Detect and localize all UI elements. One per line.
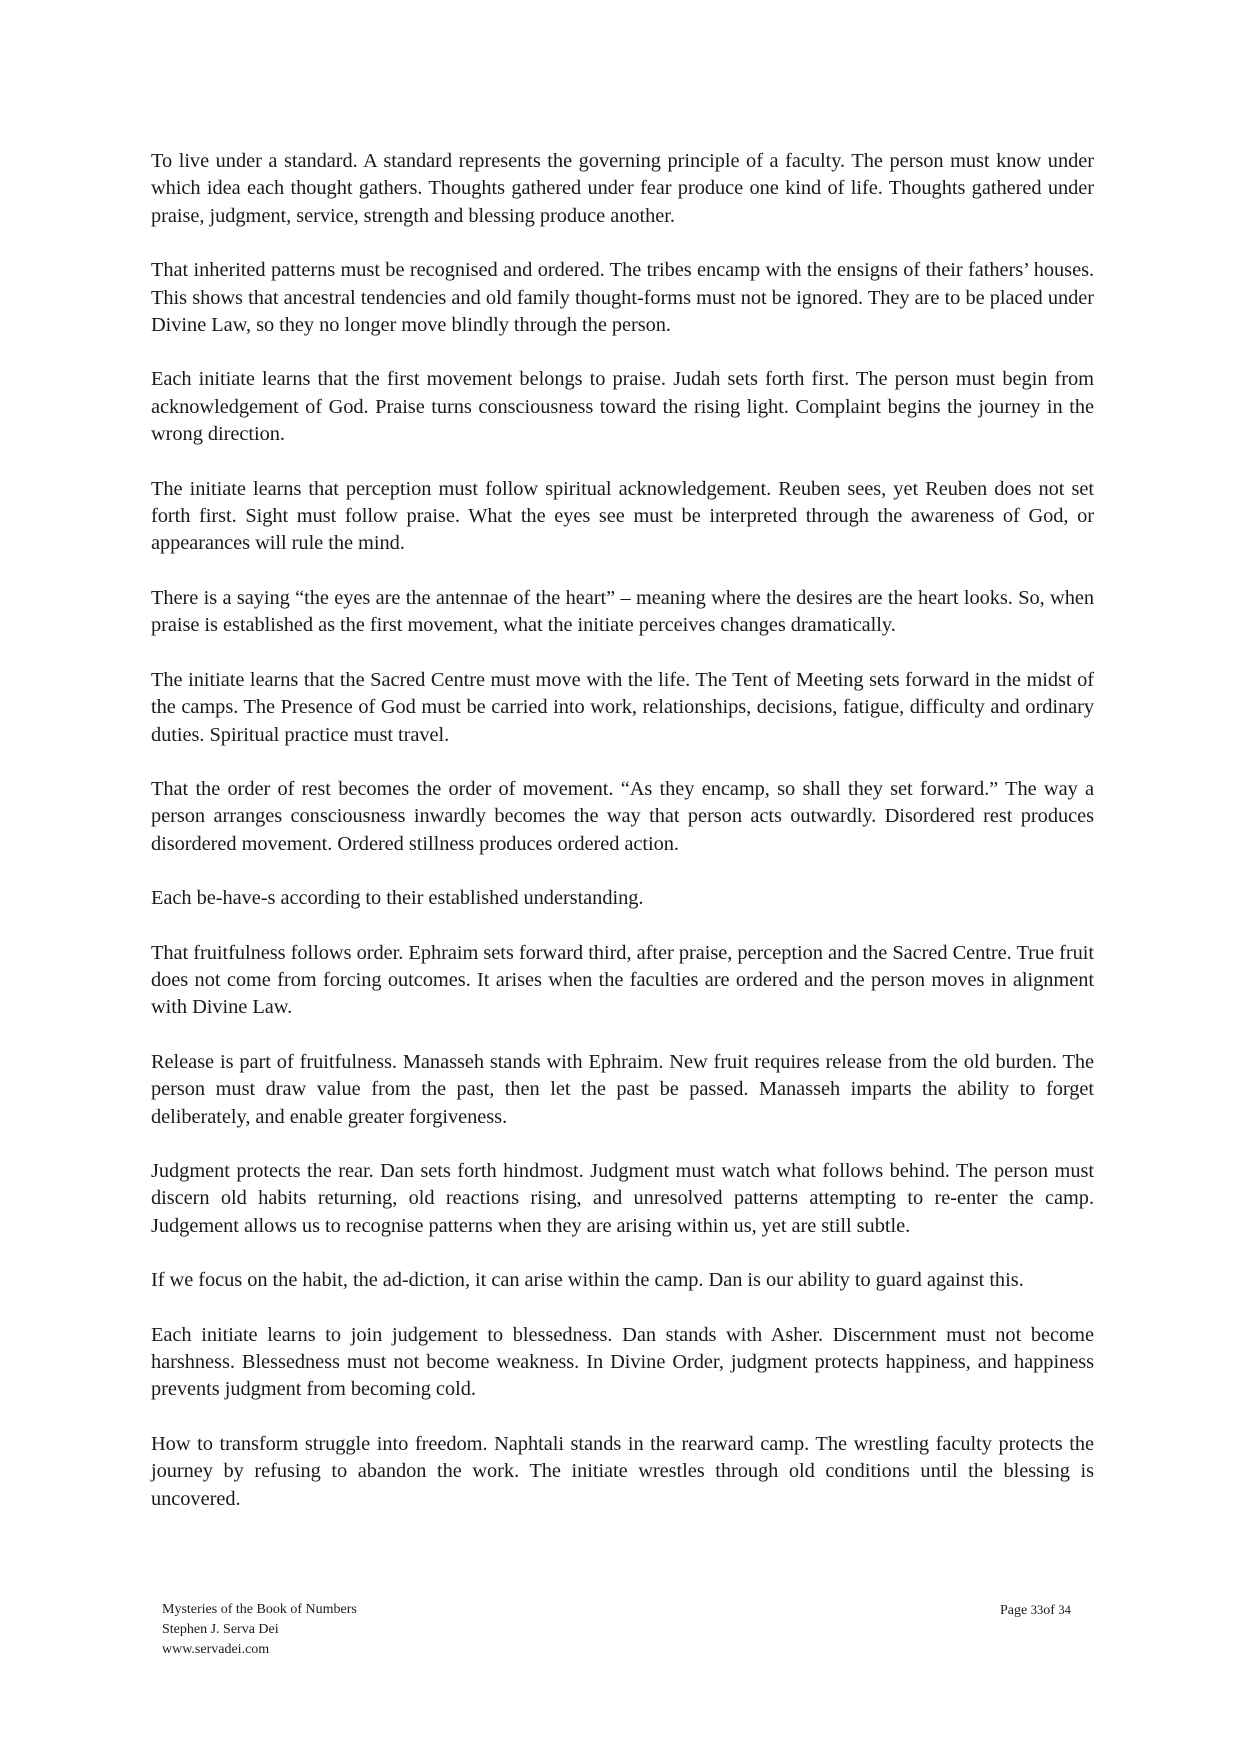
footer-info [162, 1600, 357, 1660]
page-of: of [1043, 1603, 1055, 1618]
paragraph: How to transform struggle into freedom. Naphtali stands in the rearward camp. The wrestling faculty protects the journey by refusing to abandon the work. The initiate wrestles through old conditions until the blessing is uncovered. [151, 1432, 1094, 1510]
page-current: 33 [1030, 1603, 1044, 1617]
paragraph: Each initiate learns that the first movement belongs to praise. Judah sets forth first. The person must begin from acknowledgement of God. Praise turns consciousness toward the rising light. Complaint begins the journey in the wrong direction. [151, 368, 1094, 446]
paragraph: The initiate learns that the Sacred Centre must move with the life. The Tent of Meeting sets forward in the midst of the camps. The Presence of God must be carried into work, relationships, decisions, fatigue, difficulty and ordinary duties. Spiritual practice must travel. [151, 668, 1094, 746]
page-number [1000, 1600, 1071, 1621]
paragraph: Each be-have-s according to their established understanding. [151, 887, 644, 910]
paragraph: The initiate learns that perception must follow spiritual acknowledgement. Reuben sees, yet Reuben does not set forth first. Sight must follow praise. What the eyes see must be interpreted through the awareness of God, or appearances will rule the mind. [151, 477, 1094, 555]
footer-author: Stephen J. Serva Dei [162, 1622, 279, 1637]
body-text [151, 148, 1094, 1540]
paragraph: Judgment protects the rear. Dan sets forth hindmost. Judgment must watch what follows behind. The person must discern old habits returning, old reactions rising, and unresolved patterns attempting to re-enter the camp. Judgement allows us to recognise patterns when they are arising within us, yet are still subtle. [151, 1159, 1094, 1237]
paragraph: If we focus on the habit, the ad-diction, it can arise within the camp. Dan is our ability to guard against this. [151, 1269, 1024, 1292]
page-prefix: Page [1000, 1603, 1028, 1618]
paragraph: To live under a standard. A standard represents the governing principle of a faculty. The person must know under which idea each thought gathers. Thoughts gathered under fear produce one kind of life. Thoughts gathered under praise, judgment, service, strength and blessing produce another. [151, 150, 1094, 227]
paragraph: That fruitfulness follows order. Ephraim sets forward third, after praise, perception and the Sacred Centre. True fruit does not come from forcing outcomes. It arises when the faculties are ordered and the person moves in alignment with Divine Law. [151, 941, 1094, 1019]
footer-book-title: Mysteries of the Book of Numbers [162, 1602, 357, 1617]
page-total: 34 [1058, 1603, 1071, 1617]
footer-website: www.servadei.com [162, 1642, 270, 1657]
paragraph: That the order of rest becomes the order of movement. “As they encamp, so shall they set forward.” The way a person arranges consciousness inwardly becomes the way that person acts outwardly. Disordered rest produces disordered movement. Ordered stillness produces ordered action. [151, 777, 1094, 855]
paragraph: That inherited patterns must be recognised and ordered. The tribes encamp with the ensigns of their fathers’ houses. This shows that ancestral tendencies and old family thought-forms must not be ignored. They are to be placed under Divine Law, so they no longer move blindly through the person. [151, 259, 1094, 337]
paragraph: Each initiate learns to join judgement to blessedness. Dan stands with Asher. Discernment must not become harshness. Blessedness must not become weakness. In Divine Order, judgment protects happiness, and happiness prevents judgment from becoming cold. [151, 1323, 1094, 1401]
paragraph: There is a saying “the eyes are the antennae of the heart” – meaning where the desires are the heart looks. So, when praise is established as the first movement, what the initiate perceives changes dramatically. [151, 586, 1094, 637]
paragraph: Release is part of fruitfulness. Manasseh stands with Ephraim. New fruit requires release from the old burden. The person must draw value from the past, then let the past be passed. Manasseh imparts the ability to forget deliberately, and enable greater forgiveness. [151, 1050, 1094, 1128]
